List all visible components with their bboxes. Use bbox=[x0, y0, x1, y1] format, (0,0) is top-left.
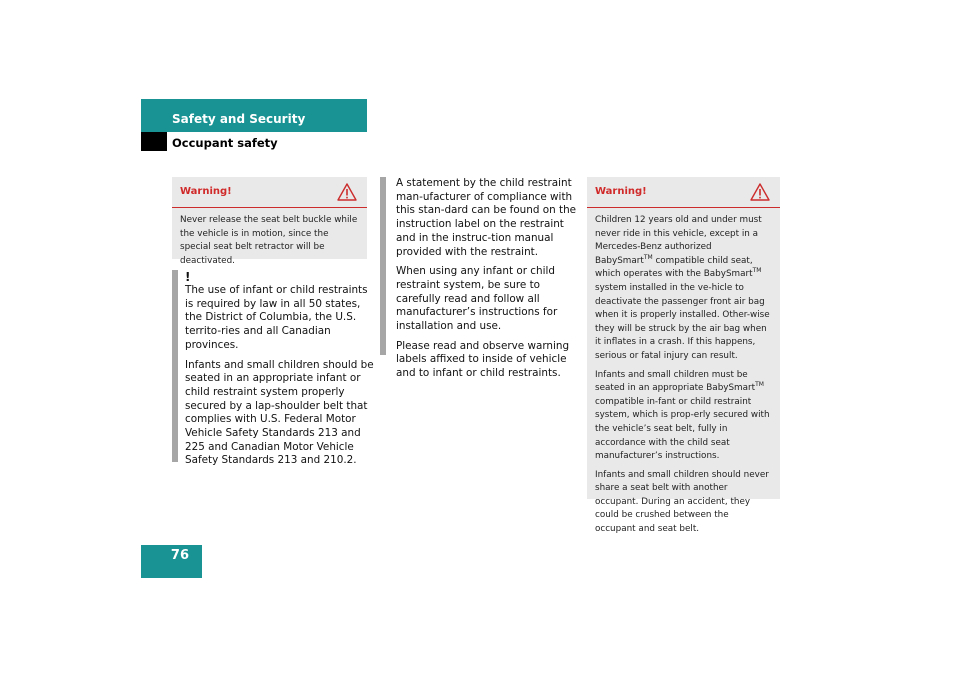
warning-triangle-icon bbox=[750, 183, 770, 201]
warning-body bbox=[587, 208, 780, 546]
page-number: 76 bbox=[170, 548, 189, 563]
warning-paragraph: Infants and small children should never share a seat belt with another occupant. During an accident, they could be crushed between the occupant and seat belt. bbox=[595, 469, 769, 535]
page-number-box bbox=[141, 545, 202, 578]
note-block bbox=[172, 270, 374, 467]
note-paragraph: The use of infant or child restraints is required by law in all 50 states, the District of Columbia, the U.S. territo-ries and all Canadian provinces. bbox=[185, 284, 368, 351]
section-title: Safety and Security bbox=[172, 112, 306, 126]
body-paragraph: Please read and observe warning labels affixed to inside of vehicle and to infant or child restraints. bbox=[396, 339, 570, 380]
body-paragraph: When using any infant or child restraint system, be sure to carefully read and follow all manufacturer’s instructions for installation and use. bbox=[396, 265, 558, 333]
warning-text: Never release the seat belt buckle while the vehicle is in motion, since the special seat belt retractor will be deactivated. bbox=[180, 215, 358, 266]
note-paragraph: Infants and small children should be seated in an appropriate infant or child restraint system properly secured by a lap-shoulder belt that complies with U.S. Federal Motor Vehicle Safety Standards 213 and 225 and Canadian Motor Vehicle Safety Standards 213 and 210.2. bbox=[185, 358, 374, 467]
body-paragraph: A statement by the child restraint man-ufacturer of compliance with this stan-dard can be found on the instruction label on the restraint and in the instruc-tion manual provided with the restraint. bbox=[396, 177, 577, 258]
warning-box-seat-belt bbox=[172, 177, 367, 266]
middle-text-column bbox=[380, 177, 582, 380]
subsection-marker bbox=[141, 132, 167, 151]
note-exclamation-icon: ! bbox=[185, 270, 191, 284]
warning-header bbox=[172, 177, 367, 208]
warning-box-children bbox=[587, 177, 780, 535]
warning-paragraph: Children 12 years old and under must never ride in this vehicle, except in a Mercedes-Benz authorized BabySmart™ compatible child seat, which operates with the BabySmart™ system installed in the ve-hicle to deactivate the passenger front air bag when it is properly installed. Other-wise they will be struck by the air bag when it inflates in a crash. If this happens, serious or fatal injury can result. bbox=[595, 215, 770, 361]
warning-title: Warning! bbox=[180, 186, 232, 197]
warning-triangle-icon bbox=[337, 183, 357, 201]
warning-header bbox=[587, 177, 780, 208]
warning-title: Warning! bbox=[595, 186, 647, 197]
warning-paragraph: Infants and small children must be seated in an appropriate BabySmart™ compatible in-fant or child restraint system, which is prop-erly secured with the vehicle’s seat belt, fully in accordance with the child seat manufacturer’s instructions. bbox=[595, 369, 770, 462]
warning-body bbox=[172, 208, 367, 277]
subsection-title: Occupant safety bbox=[172, 136, 278, 150]
